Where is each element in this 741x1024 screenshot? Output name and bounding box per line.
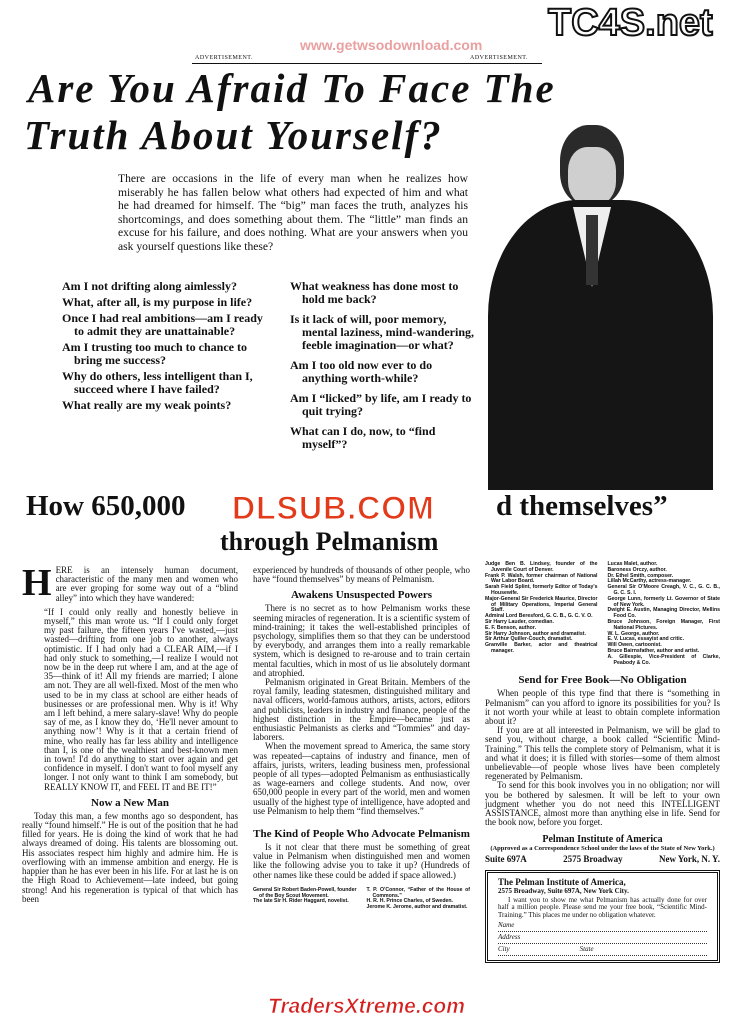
watermark-dlsub: DLSUB.COM (232, 490, 435, 526)
question: Am I too old now ever to do anything worth-while? (290, 358, 433, 385)
advocate-name: Bruce Johnson, Foreign Manager, First National Pictures. (607, 618, 720, 631)
advocate-name: Admiral Lord Beresford, G. C. B., G. C. V. O. (485, 613, 593, 620)
column-3 (485, 562, 720, 963)
header-rule (192, 63, 542, 64)
question: Am I “licked” by life, am I ready to quit trying? (290, 391, 472, 418)
advocates-list (253, 888, 470, 911)
question: What really are my weak points? (62, 398, 232, 412)
advocate-name: Lucas Malet, author. (607, 561, 658, 567)
paragraph: When people of this type find that there is “something in Pelmanism” can you afford to ignore its possibilities for you? Is it not worth your while at least to obtain complete information about it? (485, 688, 720, 726)
portrait-photo (478, 115, 718, 490)
question: Am I trusting too much to chance to bring me success? (62, 340, 247, 367)
drop-cap: H (22, 562, 52, 604)
advocate-name: General Sir O'Moore Creagh, V. C., G. C. B., G. C. S. I. (607, 584, 720, 596)
advocate-name: Sir Arthur Quiller-Couch, dramatist. (485, 636, 573, 643)
city-label: City (498, 944, 510, 953)
advocate-name: General Sir Robert Baden-Powell, founder of the Boy Scout Movement. (253, 886, 357, 899)
advocate-name: Baroness Orczy, author. (607, 566, 667, 573)
headline-line1: Are You Afraid To Face The (28, 65, 556, 111)
name-field[interactable] (498, 921, 707, 932)
advocate-name: Major-General Sir Frederick Maurice, Director of Military Operations, Imperial General Staff. (485, 595, 598, 614)
column-2 (253, 566, 470, 911)
subhead-part1: How 650,000 (26, 490, 186, 522)
paragraph: To send for this book involves you in no obligation; nor will you be bothered by salesmen. It will be left to your own judgment whether you do not need this INTELLIGENT ASSISTANCE, almost more than anything else in life. Send for the book now, before you forget. (485, 780, 720, 828)
approval-note: (Approved as a Correspondence School under the laws of the State of New York.) (490, 845, 715, 853)
advocate-name: The late Sir H. Rider Haggard, novelist. (253, 898, 349, 905)
question: What can I do, now, to “find myself”? (290, 424, 436, 451)
questions-left (62, 280, 267, 415)
question: Why do others, less intelligent than I, succeed where I have failed? (62, 369, 253, 396)
advocate-name: Dr. Ethel Smith, composer. (607, 572, 674, 579)
column-1 (22, 562, 238, 904)
intro-paragraph: There are occasions in the life of every man when he realizes how miserably he has fallen below what others had expected of him and what he had dreamed for himself. The “big” man faces the truth, analyzes his shortcomings, and does something about them. The “little” man finds an excuse for his failure, and does nothing. What are your answers when you ask yourself questions like these? (118, 172, 468, 253)
city: New York, N. Y. (658, 854, 720, 865)
letter-quote: “If I could only really and honestly believe in myself,” this man wrote us. “If I could only forget my past failure, the fifteen years I've wasted,—just wasted—drifting from one job to another, always optimistic. If I had only had a CLEAR AIM,—if I had only stuck to something,—I realize I would not now be in the deep rut where I am, and at the age of 35—think of it! All my friends are married; I alone am not. They are all well-fixed. Most of the men who used to be in my class at school are either heads of businesses or are professional men. Why is it! Why am I left behind, a mere salary-slave! Why do people say of me, as I know they do, ‘He'll never amount to anything now’! Why is it that a certain friend of mine, who really has far less ability and intelligence than I, is one of the wealthiest and best-known men in town! I'd do anything to start over again and get confidence in myself. I don't want to fool myself any longer. I not only want to think I am somebody, but REALLY KNOW IT, and FEEL IT and BE IT!” (44, 606, 238, 792)
advocate-name: George Lunn, formerly Lt. Governor of State of New York. (607, 595, 720, 608)
advocate-name: W. L. George, author. (607, 630, 660, 637)
watermark-tradersxtreme: TradersXtreme.com (268, 995, 465, 1018)
paragraph: Is it not clear that there must be something of great value in Pelmanism when distinguished men and women like the following advise you to take it up? (Hundreds of other names like these could be added if space allowed.) (253, 842, 470, 880)
watermark-url: www.getwsodownload.com (300, 37, 483, 53)
address-label: Address (498, 932, 521, 941)
advertisement-label-left: ADVERTISEMENT. (195, 55, 254, 61)
section-heading: Now a New Man (91, 796, 169, 809)
advocate-name: Frank P. Walsh, former chairman of National War Labor Board. (485, 572, 598, 585)
paragraph: If you are at all interested in Pelmanism, we will be glad to send you, without charge, a book called “Scientific Mind-Training.” This tells the complete story of Pelmanism, what it is and what it does; it is filled with stories—some of them almost unbelievable—of people whose lives have been completely regenerated by Pelmanism. (485, 725, 720, 782)
question: Once I had real ambitions—am I ready to admit they are unattainable? (62, 311, 263, 338)
advocate-name: Sir Harry Lauder, comedian. (485, 618, 554, 625)
advertisement-label-right: ADVERTISEMENT. (470, 55, 529, 61)
city-state-field[interactable] (498, 945, 707, 956)
paragraph: Pelmanism originated in Great Britain. Members of the royal family, leading statesmen, distinguished military and naval officers, world-famous authors, artists, actors, editors and publicists, leaders in industry and finance, people of the highest distinction in the Empire—became just as enthusiastic Pelmanists as clerks and “Tommies” and day-laborers. (253, 677, 470, 743)
question: What weakness has done most to hold me back? (290, 279, 459, 306)
paragraph: experienced by hundreds of thousands of other people, who have “found themselves” by means of Pelmanism. (253, 565, 470, 585)
address-field[interactable] (498, 933, 707, 944)
paragraph: There is no secret as to how Pelmanism works these seeming miracles of regeneration. It is a scientific system of mind-training; it takes the well-established principles of psychology, simplifies them so that they can be understood by everybody, and arranges them into a really remarkable system, which is designed to re-arouse and to train certain mental faculties, which in most of us lie absolutely dormant and atrophied. (253, 603, 470, 678)
advocate-name: A. Gillespie, Vice-President of Clarke, Peabody & Co. (607, 653, 720, 666)
street: 2575 Broadway (563, 854, 623, 865)
name-label: Name (498, 920, 515, 929)
state-label: State (579, 944, 594, 953)
advocates-list (485, 562, 720, 666)
advocate-name: Sarah Field Splint, formerly Editor of Today's Housewife. (485, 584, 598, 596)
subhead-line2: through Pelmanism (220, 527, 439, 556)
institute-address (485, 855, 720, 864)
advocate-name: Bruce Bairnsfather, author and artist. (607, 647, 700, 654)
suite: Suite 697A (485, 854, 527, 865)
lead-paragraph: ERE is an intensely human document, characteristic of the many men and women who are ever groping for some way out of a “blind alley” into which they have wandered: (55, 565, 238, 603)
question: Is it lack of will, poor memory, mental laziness, mind-wandering, feeble imagination—or what? (290, 312, 475, 352)
question: Am I not drifting along aimlessly? (62, 279, 238, 293)
subhead-part2: d themselves” (496, 490, 668, 522)
paragraph: When the movement spread to America, the same story was repeated—captains of industry and finance, men of affairs, jurists, writers, leading business men, professional people of all types—adopted Pelmanism as enthusiastically as wage-earners and college students. And now, over 650,000 people in every part of the world, men and women usually of the highest type of intelligence, have adopted and use Pelmanism to help them “find themselves.” (253, 741, 470, 816)
headline-line2: Truth About Yourself? (24, 112, 443, 158)
question: What, after all, is my purpose in life? (62, 295, 253, 309)
advocate-name: Dwight E. Austin, Managing Director, Mellins Food Co. (607, 607, 720, 620)
paragraph: Today this man, a few months ago so despondent, has really “found himself.” He is out of the position that he had filled for years. He is doing the kind of work that he had always dreamed of doing. His talents are blossoming out. His associates respect him highly and admire him. He is overflowing with an immense ambition and energy. He is happier than he has ever been in his life. For at last he is on the High Road to Achievement—late indeed, but going strong! And his regeneration is typical of that which has been (22, 810, 238, 904)
questions-right (290, 280, 475, 454)
section-heading: The Kind of People Who Advocate Pelmanism (253, 828, 470, 841)
advocate-name: H. R. H. Prince Charles, of Sweden. (366, 898, 453, 905)
advocate-name: Will Owen, cartoonist. (607, 642, 662, 649)
section-heading: Send for Free Book—No Obligation (518, 674, 687, 687)
advocate-name: Granville Barker, actor and theatrical manager. (485, 642, 598, 654)
coupon-recipient: The Pelman Institute of America, (498, 876, 626, 887)
institute-name: Pelman Institute of America (542, 834, 663, 846)
advocate-name: Sir Harry Johnson, author and dramatist. (485, 630, 586, 637)
advocate-name: E. F. Benson, author. (485, 624, 537, 631)
coupon-address: 2575 Broadway, Suite 697A, New York City. (498, 886, 629, 895)
watermark-tc4s: TC4S.net (548, 2, 713, 44)
coupon-text: I want you to show me what Pelmanism has actually done for over half a million people. Please send me your free book, “Scientific Mind-Training.” This places me under no obligation whatever. (498, 895, 707, 920)
order-coupon (485, 870, 720, 963)
advocate-name: T. P. O'Connor, “Father of the House of Commons.” (366, 886, 470, 899)
advocate-name: Lillah McCarthy, actress-manager. (607, 578, 692, 585)
advocate-name: E. V. Lucas, essayist and critic. (607, 636, 685, 643)
advocate-name: Judge Ben B. Lindsey, founder of the Juvenile Court of Denver. (485, 561, 598, 573)
section-heading: Awakens Unsuspected Powers (291, 589, 432, 602)
advocate-name: Jerome K. Jerome, author and dramatist. (366, 904, 468, 911)
